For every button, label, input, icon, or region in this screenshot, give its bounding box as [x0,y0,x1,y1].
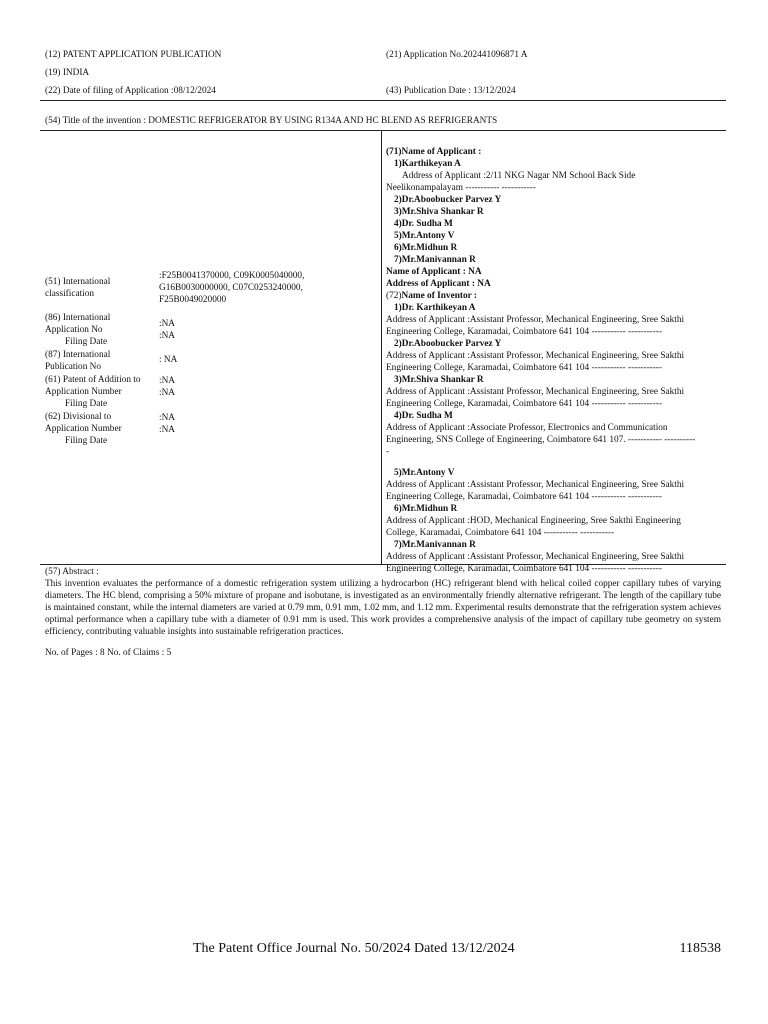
intl-classification-value: F25B0049020000 [159,295,227,305]
abstract-heading: (57) Abstract : [45,567,99,577]
patent-addition-label: (61) Patent of Addition to [45,375,141,385]
intl-publication-label: Publication No [45,362,102,372]
inventor-address: Engineering College, Karamadai, Coimbatore 641 104 ----------- ----------- [386,363,662,373]
inventor-name: 2)Dr.Aboobucker Parvez Y [394,339,502,349]
inventor-address: Address of Applicant :HOD, Mechanical Engineering, Sree Sakthi Engineering [386,516,681,526]
intl-publication-row [45,349,355,373]
applicant-name: 5)Mr.Antony V [394,231,455,241]
inventor-name: 5)Mr.Antony V [394,468,455,478]
applicant-name: 4)Dr. Sudha M [394,219,453,229]
inventor-address: Engineering College, Karamadai, Coimbatore 641 104 ----------- ----------- [386,327,662,337]
publication-type: (12) PATENT APPLICATION PUBLICATION [45,50,222,60]
patent-addition-filing-label: Filing Date [65,399,108,409]
inventor-address: College, Karamadai, Coimbatore 641 104 ----------- ----------- [386,528,615,538]
patent-addition-value: :NA [159,376,176,386]
divisional-value: :NA [159,413,176,423]
intl-classification-row [45,270,355,306]
intl-classification-value: :F25B0041370000, C09K0005040000, [159,271,305,281]
intl-classification-label: classification [45,289,95,299]
intl-classification-value: G16B0030000000, C07C0253240000, [159,283,303,293]
patent-addition-filing-value: :NA [159,388,176,398]
title-divider [40,130,726,131]
applicant-name: 7)Mr.Manivannan R [394,255,476,265]
intl-classification-label: (51) International [45,277,111,287]
inventor-name: 7)Mr.Manivannan R [394,540,476,550]
abstract-text: This invention evaluates the performance of a domestic refrigeration system utilizing a hydrocarbon (HC) refrigerant blend with helical coiled copper capillary tubes of varying diameters. The HC blend, comprising a 50% mixture of propane and isobutane, is investigated as an environmentally friendly alternative refrigerant. The length of the capillary tube is maintained constant, while the internal diameters are varied at 0.79 mm, 0.91 mm, 1.02 mm, and 1.12 mm. Experimental results demonstrate that the refrigeration system achieves optimal performance when a capillary tube with a diameter of 0.91 mm is used. This work provides a comprehensive analysis of the impact of capillary tube geometry on system efficiency, contributing valuable insights into sustainable refrigeration practices. [45,579,721,637]
inventor-address: Address of Applicant :Assistant Professor, Mechanical Engineering, Sree Sakthi [386,315,685,325]
applicants-inventors [386,146,714,575]
inventor-address: Engineering, SNS College of Engineering, Coimbatore 641 107. ----------- ---------- [386,435,696,445]
spacer [386,458,714,467]
application-number: (21) Application No.202441096871 A [386,50,528,60]
header-divider [40,100,726,101]
bibliographic-fields [45,270,355,448]
inventor-address: Engineering College, Karamadai, Coimbatore 641 104 ----------- ----------- [386,492,662,502]
inventor-address: - [386,447,390,457]
inventor-address: Address of Applicant :Associate Professor, Electronics and Communication [386,423,668,433]
applicant-name-na: Name of Applicant : NA [386,267,482,277]
intl-publication-value: : NA [159,355,178,365]
publication-date: (43) Publication Date : 13/12/2024 [386,86,516,96]
applicant-address: Neelikonampalayam ----------- ----------- [386,183,536,193]
inventor-heading: (72)Name of Inventor : [386,291,477,301]
inventor-address: Address of Applicant :Assistant Professor, Mechanical Engineering, Sree Sakthi [386,387,685,397]
column-divider [381,130,382,564]
inventor-name: 4)Dr. Sudha M [394,411,453,421]
inventor-address: Address of Applicant :Assistant Professor, Mechanical Engineering, Sree Sakthi [386,351,685,361]
applicant-address: Address of Applicant :2/11 NKG Nagar NM School Back Side [402,171,636,181]
divisional-label: Application Number [45,424,122,434]
divisional-filing-label: Filing Date [65,436,108,446]
inventor-name: 3)Mr.Shiva Shankar R [394,375,484,385]
inventor-name: 6)Mr.Midhun R [394,504,458,514]
intl-application-label: Application No [45,325,103,335]
inventor-heading-text: Name of Inventor : [401,291,477,301]
inventor-address: Address of Applicant :Assistant Professor, Mechanical Engineering, Sree Sakthi [386,480,685,490]
applicant-name: 1)Karthikeyan A [394,159,461,169]
patent-addition-label: Application Number [45,387,122,397]
applicant-name: 6)Mr.Midhun R [394,243,458,253]
country: (19) INDIA [45,68,90,78]
inventor-address: Engineering College, Karamadai, Coimbatore 641 104 ----------- ----------- [386,564,662,574]
divisional-label: (62) Divisional to [45,412,112,422]
applicant-name: 2)Dr.Aboobucker Parvez Y [394,195,502,205]
pages-claims: No. of Pages : 8 No. of Claims : 5 [45,648,172,658]
filing-date: (22) Date of filing of Application :08/12/2024 [45,86,216,96]
intl-application-value: :NA [159,319,176,329]
intl-application-filing-label: Filing Date [65,337,108,347]
invention-title: (54) Title of the invention : DOMESTIC REFRIGERATOR BY USING R134A AND HC BLEND AS REFRIGERANTS [45,116,498,126]
intl-application-filing-value: :NA [159,331,176,341]
inventor-address: Engineering College, Karamadai, Coimbatore 641 104 ----------- ----------- [386,399,662,409]
abstract-section [45,566,721,659]
intl-publication-label: (87) International [45,350,111,360]
applicant-heading: (71)Name of Applicant : [386,147,482,157]
divisional-filing-value: :NA [159,425,176,435]
inventor-name: 1)Dr. Karthikeyan A [394,303,476,313]
divisional-row [45,411,355,447]
page-number: 118538 [679,941,721,956]
inventor-address: Address of Applicant :Assistant Professor, Mechanical Engineering, Sree Sakthi [386,552,685,562]
patent-addition-row [45,374,355,410]
intl-application-label: (86) International [45,313,111,323]
applicant-name: 3)Mr.Shiva Shankar R [394,207,484,217]
intl-application-row [45,312,355,348]
journal-info: The Patent Office Journal No. 50/2024 Dated 13/12/2024 [193,941,515,956]
applicant-address-na: Address of Applicant : NA [386,279,491,289]
